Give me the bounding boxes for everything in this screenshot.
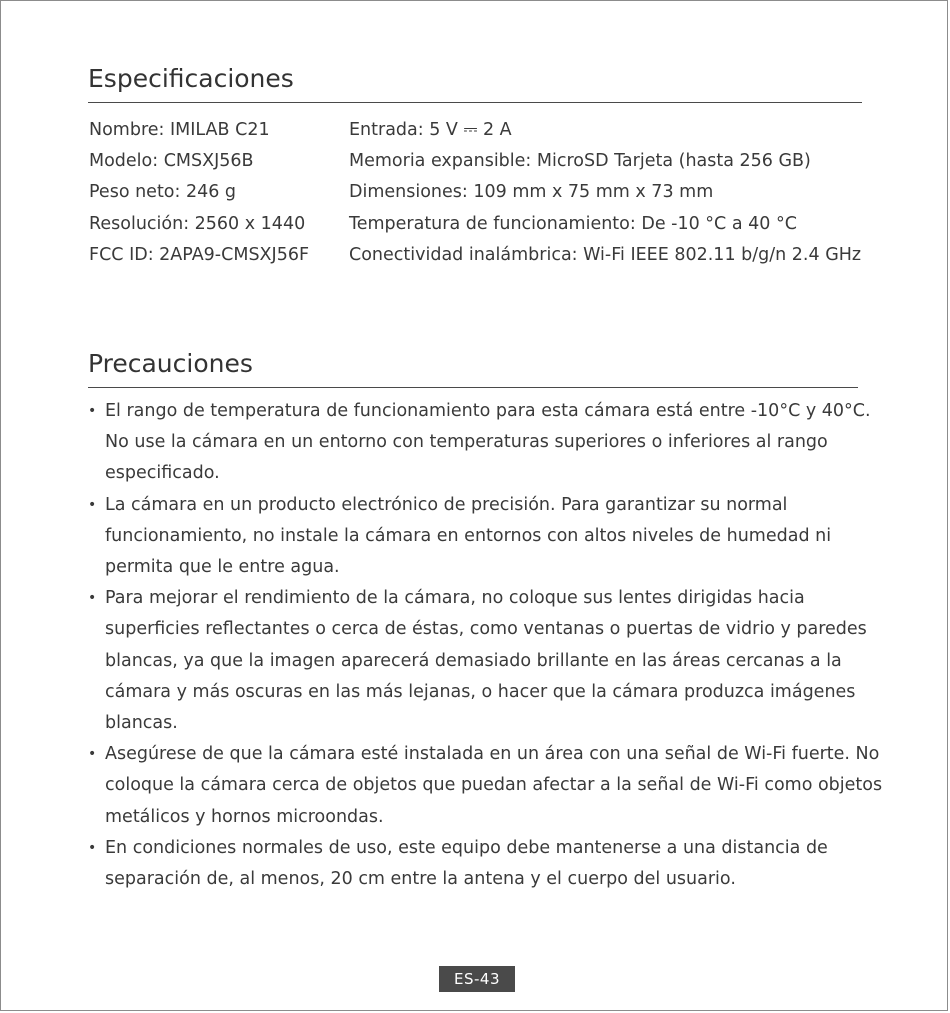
specifications-right-column [349, 115, 861, 271]
page-number-badge: ES-43 [439, 966, 515, 992]
list-item [88, 583, 898, 739]
spec-item-model: Modelo: CMSXJ56B [89, 151, 254, 172]
list-item [88, 490, 898, 584]
list-item [88, 396, 898, 490]
specifications-divider [88, 102, 862, 103]
precautions-list [88, 396, 898, 895]
spec-item-fcc-id: FCC ID: 2APA9-CMSXJ56F [89, 244, 310, 265]
precautions-divider [88, 387, 858, 388]
precaution-text: La cámara en un producto electrónico de precisión. Para garantizar su normal funcionamiento, no instale la cámara en entornos con altos niveles de humedad ni permita que le entre agua. [105, 494, 832, 578]
bullet-icon: • [88, 496, 97, 513]
spec-item-name: Nombre: IMILAB C21 [89, 120, 270, 140]
spec-item-memory: Memoria expansible: MicroSD Tarjeta (hasta 256 GB) [349, 151, 811, 172]
specifications-left-column [89, 115, 309, 271]
spec-item-resolution: Resolución: 2560 x 1440 [89, 213, 306, 234]
bullet-icon: • [88, 746, 97, 763]
precaution-text: Asegúrese de que la cámara esté instalada en un área con una señal de Wi-Fi fuerte. No coloque la cámara cerca de objetos que puedan afectar a la señal de Wi-Fi como objetos metálicos y hornos microondas. [105, 744, 883, 827]
bullet-icon: • [88, 403, 97, 419]
bullet-icon: • [88, 839, 97, 856]
precaution-text: Para mejorar el rendimiento de la cámara, no coloque sus lentes dirigidas hacia superficies reflectantes o cerca de éstas, como ventanas o puertas de vidrio y paredes blancas, ya que la imagen aparecerá demasiado brillante en las áreas cercanas a la cámara y más oscuras en las más lejanas, o hacer que la cámara produzca imágenes blancas. [105, 588, 867, 734]
spec-item-temperature: Temperatura de funcionamiento: De -10 °C a 40 °C [349, 213, 797, 234]
spec-item-weight: Peso neto: 246 g [89, 182, 237, 203]
spec-item-dimensions: Dimensiones: 109 mm x 75 mm x 73 mm [349, 182, 714, 203]
list-item [88, 833, 898, 895]
spec-item-wireless: Conectividad inalámbrica: Wi-Fi IEEE 802.11 b/g/n 2.4 GHz [349, 244, 862, 265]
specifications-title: Especificaciones [88, 64, 294, 93]
list-item [88, 739, 898, 833]
precautions-title: Precauciones [88, 349, 253, 378]
precaution-text: El rango de temperatura de funcionamiento para esta cámara está entre -10°C y 40°C. No use la cámara en un entorno con temperaturas superiores o inferiores al rango especificado. [105, 401, 871, 484]
precaution-text: En condiciones normales de uso, este equipo debe mantenerse a una distancia de separación de, al menos, 20 cm entre la antena y el cuerpo del usuario. [105, 837, 828, 890]
bullet-icon: • [88, 590, 97, 607]
spec-item-input: Entrada: 5 V ⎓ 2 A [349, 120, 512, 140]
